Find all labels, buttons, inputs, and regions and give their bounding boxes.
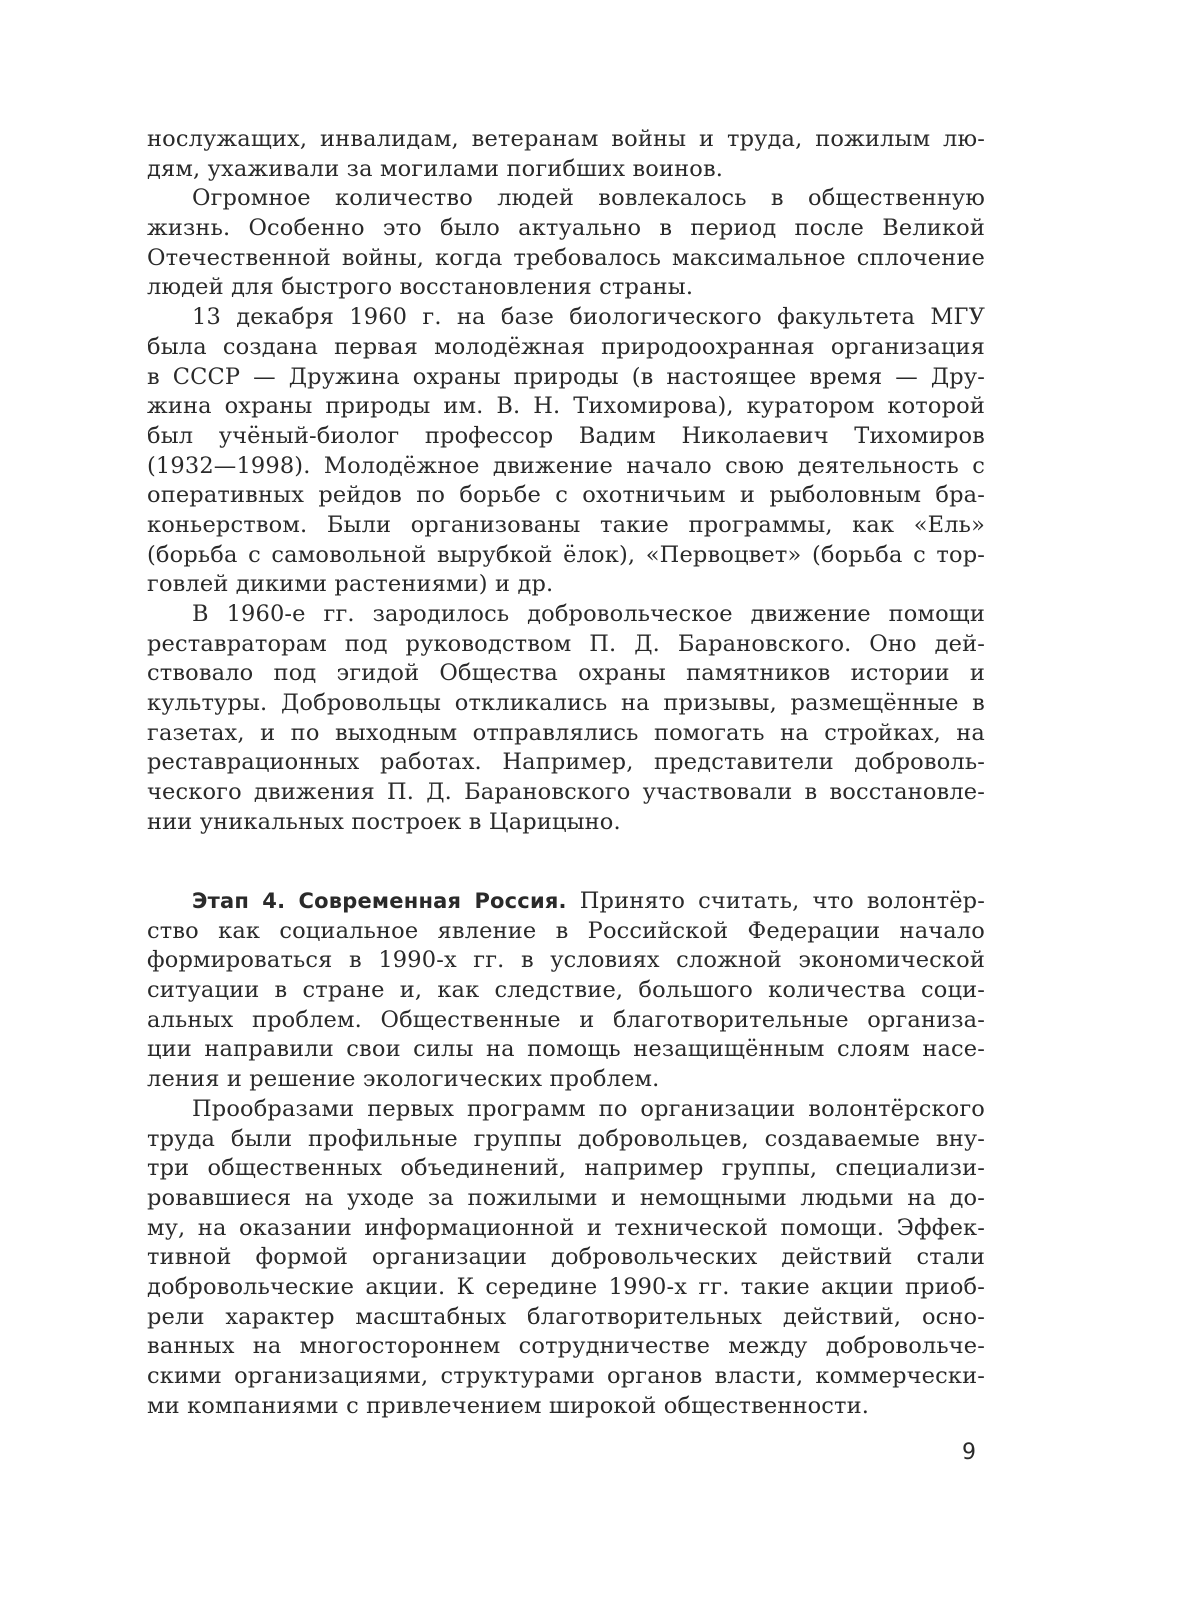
text-line: тивной формой организации добровольческих действий стали (147, 1244, 985, 1271)
text-line: дям, ухаживали за могилами погибших воинов. (147, 155, 724, 182)
text-block-modern-russia (147, 887, 985, 1421)
text-line: в СССР — Дружина охраны природы (в настоящее время — Дру- (147, 363, 985, 390)
text-line: му, на оказании информационной и технической помощи. Эффек- (147, 1214, 985, 1241)
text-line: жизнь. Особенно это было актуально в период после Великой (147, 215, 985, 242)
text-line: жина охраны природы им. В. Н. Тихомирова), куратором которой (147, 393, 985, 420)
text-line: ми компаниями с привлечением широкой общественности. (147, 1392, 870, 1419)
text-line: была создана первая молодёжная природоохранная организация (147, 333, 985, 360)
text-line: ления и решение экологических проблем. (147, 1066, 660, 1093)
text-line: ситуации в стране и, как следствие, большого количества соци- (147, 977, 985, 1004)
text-line: ции направили свои силы на помощь незащищённым слоям насе- (147, 1036, 985, 1063)
text-line: газетах, и по выходным отправлялись помогать на стройках, на (147, 719, 985, 746)
text-line: коньерством. Были организованы такие программы, как «Ель» (147, 511, 985, 538)
text-line: труда были профильные группы добровольцев, создаваемые вну- (147, 1125, 985, 1152)
text-line: (1932—1998). Молодёжное движение начало свою деятельность с (147, 452, 985, 479)
page-number: 9 (962, 1440, 976, 1465)
text-line: ствовало под эгидой Общества охраны памятников истории и (147, 660, 985, 687)
text-line: был учёный-биолог профессор Вадим Николаевич Тихомиров (147, 422, 985, 449)
text-line: добровольческие акции. К середине 1990-х гг. такие акции приоб- (147, 1273, 985, 1300)
text-line: реставрационных работах. Например, представители доброволь- (147, 749, 985, 776)
text-line: альных проблем. Общественные и благотворительные организа- (147, 1006, 985, 1033)
text-line: ванных на многостороннем сотрудничестве между добровольче- (147, 1333, 985, 1360)
text-line: оперативных рейдов по борьбе с охотничьим и рыболовным бра- (147, 482, 985, 509)
text-line: культуры. Добровольцы откликались на призывы, размещённые в (147, 690, 985, 717)
text-line: рели характер масштабных благотворительных действий, осно- (147, 1303, 985, 1330)
heading-line-text: Принято считать, что волонтёр- (579, 888, 985, 914)
text-line: реставраторам под руководством П. Д. Барановского. Оно дей- (147, 630, 985, 657)
section-heading-line (147, 887, 985, 917)
text-line: ровавшиеся на уходе за пожилыми и немощными людьми на до- (147, 1184, 985, 1211)
section-heading: Этап 4. Современная Россия. (192, 889, 567, 913)
text-line: нослужащих, инвалидам, ветеранам войны и труда, пожилым лю- (147, 126, 985, 152)
paragraph-start-line: Прообразами первых программ по организации волонтёрского (192, 1095, 985, 1122)
paragraph-start-line: 13 декабря 1960 г. на базе биологического факультета МГУ (192, 304, 985, 331)
paragraph-start-line: В 1960-е гг. зародилось добровольческое движение помощи (192, 601, 985, 627)
text-line: людей для быстрого восстановления страны. (147, 274, 694, 301)
text-line: (борьба с самовольной вырубкой ёлок), «Первоцвет» (борьба с тор- (147, 541, 985, 568)
text-line: ство как социальное явление в Российской Федерации начало (147, 917, 985, 944)
text-block-historical (147, 125, 985, 838)
text-line: Отечественной войны, когда требовалось максимальное сплочение (147, 244, 985, 271)
text-line: ческого движения П. Д. Барановского участвовали в восстановле- (147, 779, 985, 806)
text-line: формироваться в 1990-х гг. в условиях сложной экономической (147, 947, 985, 974)
text-line: нии уникальных построек в Царицыно. (147, 808, 621, 835)
text-line: три общественных объединений, например группы, специализи- (147, 1155, 985, 1182)
paragraph-start-line: Огромное количество людей вовлекалось в общественную (192, 185, 985, 212)
text-line: скими организациями, структурами органов власти, коммерчески- (147, 1363, 985, 1389)
text-line: говлей дикими растениями) и др. (147, 571, 554, 598)
